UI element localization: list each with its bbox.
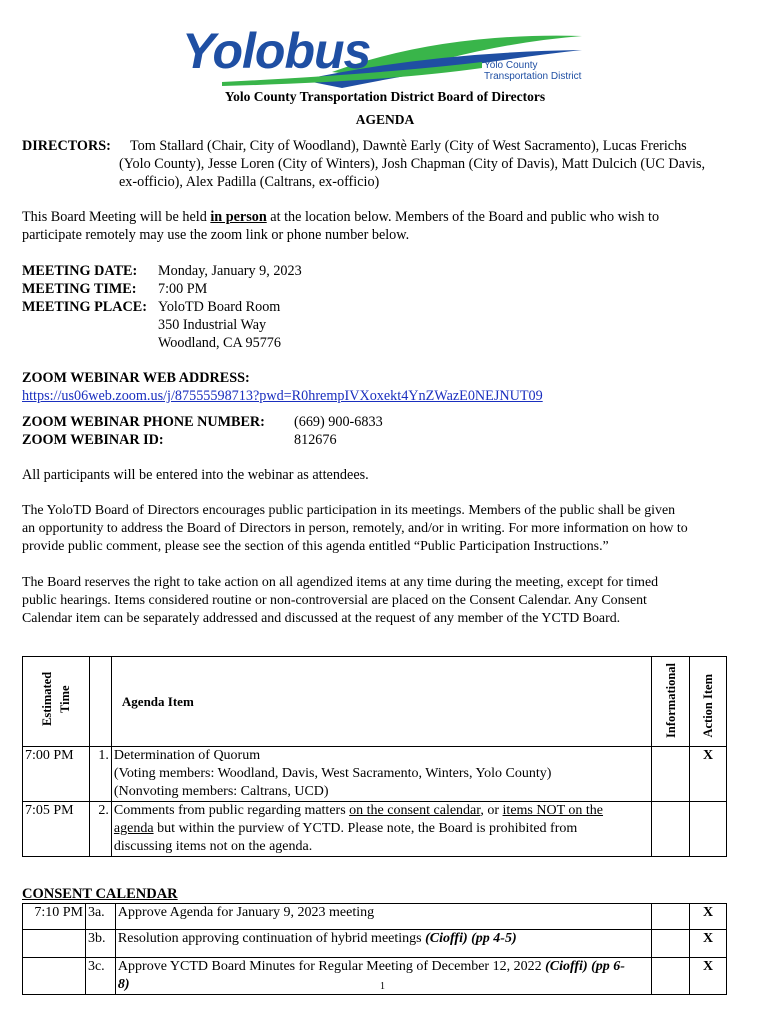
row-time: 7:00 PM bbox=[23, 747, 90, 802]
consent-info-mark bbox=[652, 930, 690, 958]
page-number: 1 bbox=[380, 981, 385, 992]
logo-subtitle: Yolo County Transportation District bbox=[484, 60, 582, 82]
participation-line2: an opportunity to address the Board of Directors in person, remotely, and/or in writing. For more information on how to bbox=[22, 521, 688, 536]
directors-line3: ex-officio), Alex Padilla (Caltrans, ex-officio) bbox=[119, 174, 380, 190]
directors-line1: Tom Stallard (Chair, City of Woodland), Dawntè Early (City of West Sacramento), Lucas Frerichs bbox=[130, 138, 687, 154]
meeting-time-label: MEETING TIME: bbox=[22, 281, 137, 297]
consent-action-mark: X bbox=[690, 958, 727, 995]
attendees-note: All participants will be entered into the webinar as attendees. bbox=[22, 467, 369, 483]
consent-info-mark bbox=[652, 904, 690, 930]
consent-item: Approve YCTD Board Minutes for Regular Meeting of December 12, 2022 (Cioffi) (pp 6- 8) bbox=[115, 958, 651, 995]
consent-time bbox=[23, 958, 86, 995]
yolobus-logo bbox=[182, 22, 587, 90]
logo-wordmark: Yolobus bbox=[182, 23, 371, 79]
consent-item: Resolution approving continuation of hybrid meetings (Cioffi) (pp 4-5) bbox=[115, 930, 651, 958]
zoom-id-label: ZOOM WEBINAR ID: bbox=[22, 432, 164, 448]
row-action-mark bbox=[690, 802, 727, 857]
consent-number: 3b. bbox=[85, 930, 115, 958]
consent-table bbox=[22, 903, 727, 995]
zoom-web-label: ZOOM WEBINAR WEB ADDRESS: bbox=[22, 370, 250, 386]
col-informational: Informational bbox=[652, 657, 690, 747]
zoom-phone-label: ZOOM WEBINAR PHONE NUMBER: bbox=[22, 414, 265, 430]
consent-row bbox=[23, 904, 727, 930]
col-number bbox=[89, 657, 111, 747]
row-item: Comments from public regarding matters on the consent calendar, or items NOT on the agenda but within the purview of YCTD. Please note, the Board is prohibited from discussing items not on the agenda. bbox=[111, 802, 651, 857]
agenda-row bbox=[23, 802, 727, 857]
consent-heading: CONSENT CALENDAR bbox=[22, 886, 178, 902]
intro-line1: This Board Meeting will be held in person at the location below. Members of the Board and public who wish to bbox=[22, 209, 660, 225]
meeting-time: 7:00 PM bbox=[158, 281, 208, 297]
consent-action-mark: X bbox=[690, 930, 727, 958]
col-action-item: Action Item bbox=[690, 657, 727, 747]
consent-row bbox=[23, 930, 727, 958]
page-subtitle: AGENDA bbox=[355, 112, 415, 127]
participation-line3: provide public comment, please see the section of this agenda entitled “Public Participation Instructions.” bbox=[22, 539, 609, 554]
consent-info-mark bbox=[652, 958, 690, 995]
row-info-mark bbox=[652, 747, 690, 802]
meeting-place-3: Woodland, CA 95776 bbox=[158, 335, 281, 351]
consent-row bbox=[23, 958, 727, 995]
consent-action-mark: X bbox=[690, 904, 727, 930]
directors-label: DIRECTORS: bbox=[22, 138, 111, 154]
meeting-place-2: 350 Industrial Way bbox=[158, 317, 267, 333]
reserve-line3: Calendar item can be separately addressed and discussed at the request of any member of the YCTD Board. bbox=[22, 611, 621, 626]
directors-line2: (Yolo County), Jesse Loren (City of Winters), Josh Chapman (City of Davis), Matt Dulcich (UC Davis, bbox=[119, 156, 706, 172]
consent-number: 3c. bbox=[85, 958, 115, 995]
row-number: 2. bbox=[89, 802, 111, 857]
consent-number: 3a. bbox=[85, 904, 115, 930]
participation-line1: The YoloTD Board of Directors encourages public participation in its meetings. Members of the public shall be given bbox=[22, 503, 676, 518]
consent-time: 7:10 PM bbox=[23, 904, 86, 930]
meeting-date-label: MEETING DATE: bbox=[22, 263, 138, 279]
page-title: Yolo County Transportation District Board of Directors bbox=[224, 89, 546, 104]
reserve-line2: public hearings. Items considered routine or non-controversial are placed on the Consent Calendar. Any Consent bbox=[22, 593, 647, 608]
agenda-header-row bbox=[23, 657, 727, 747]
meeting-place-label: MEETING PLACE: bbox=[22, 299, 147, 315]
agenda-table bbox=[22, 656, 727, 857]
row-action-mark: X bbox=[690, 747, 727, 802]
col-estimated-time: Estimated Time bbox=[23, 657, 90, 747]
row-number: 1. bbox=[89, 747, 111, 802]
zoom-id: 812676 bbox=[294, 432, 337, 448]
row-info-mark bbox=[652, 802, 690, 857]
meeting-date: Monday, January 9, 2023 bbox=[158, 263, 302, 279]
zoom-url-link[interactable]: https://us06web.zoom.us/j/87555598713?pwd=R0hrempIVXoxekt4YnZWazE0NEJNUT09 bbox=[22, 388, 543, 404]
zoom-phone: (669) 900-6833 bbox=[294, 414, 383, 430]
consent-item: Approve Agenda for January 9, 2023 meeting bbox=[115, 904, 651, 930]
agenda-row bbox=[23, 747, 727, 802]
col-agenda-item: Agenda Item bbox=[111, 657, 651, 747]
meeting-place-1: YoloTD Board Room bbox=[158, 299, 281, 315]
reserve-line1: The Board reserves the right to take action on all agendized items at any time during the meeting, except for timed bbox=[22, 575, 659, 590]
consent-time bbox=[23, 930, 86, 958]
intro-line2: participate remotely may use the zoom link or phone number below. bbox=[22, 227, 410, 243]
row-item: Determination of Quorum (Voting members: Woodland, Davis, West Sacramento, Winters, Yolo County) (Nonvoting members: Caltrans, UCD) bbox=[111, 747, 651, 802]
row-time: 7:05 PM bbox=[23, 802, 90, 857]
